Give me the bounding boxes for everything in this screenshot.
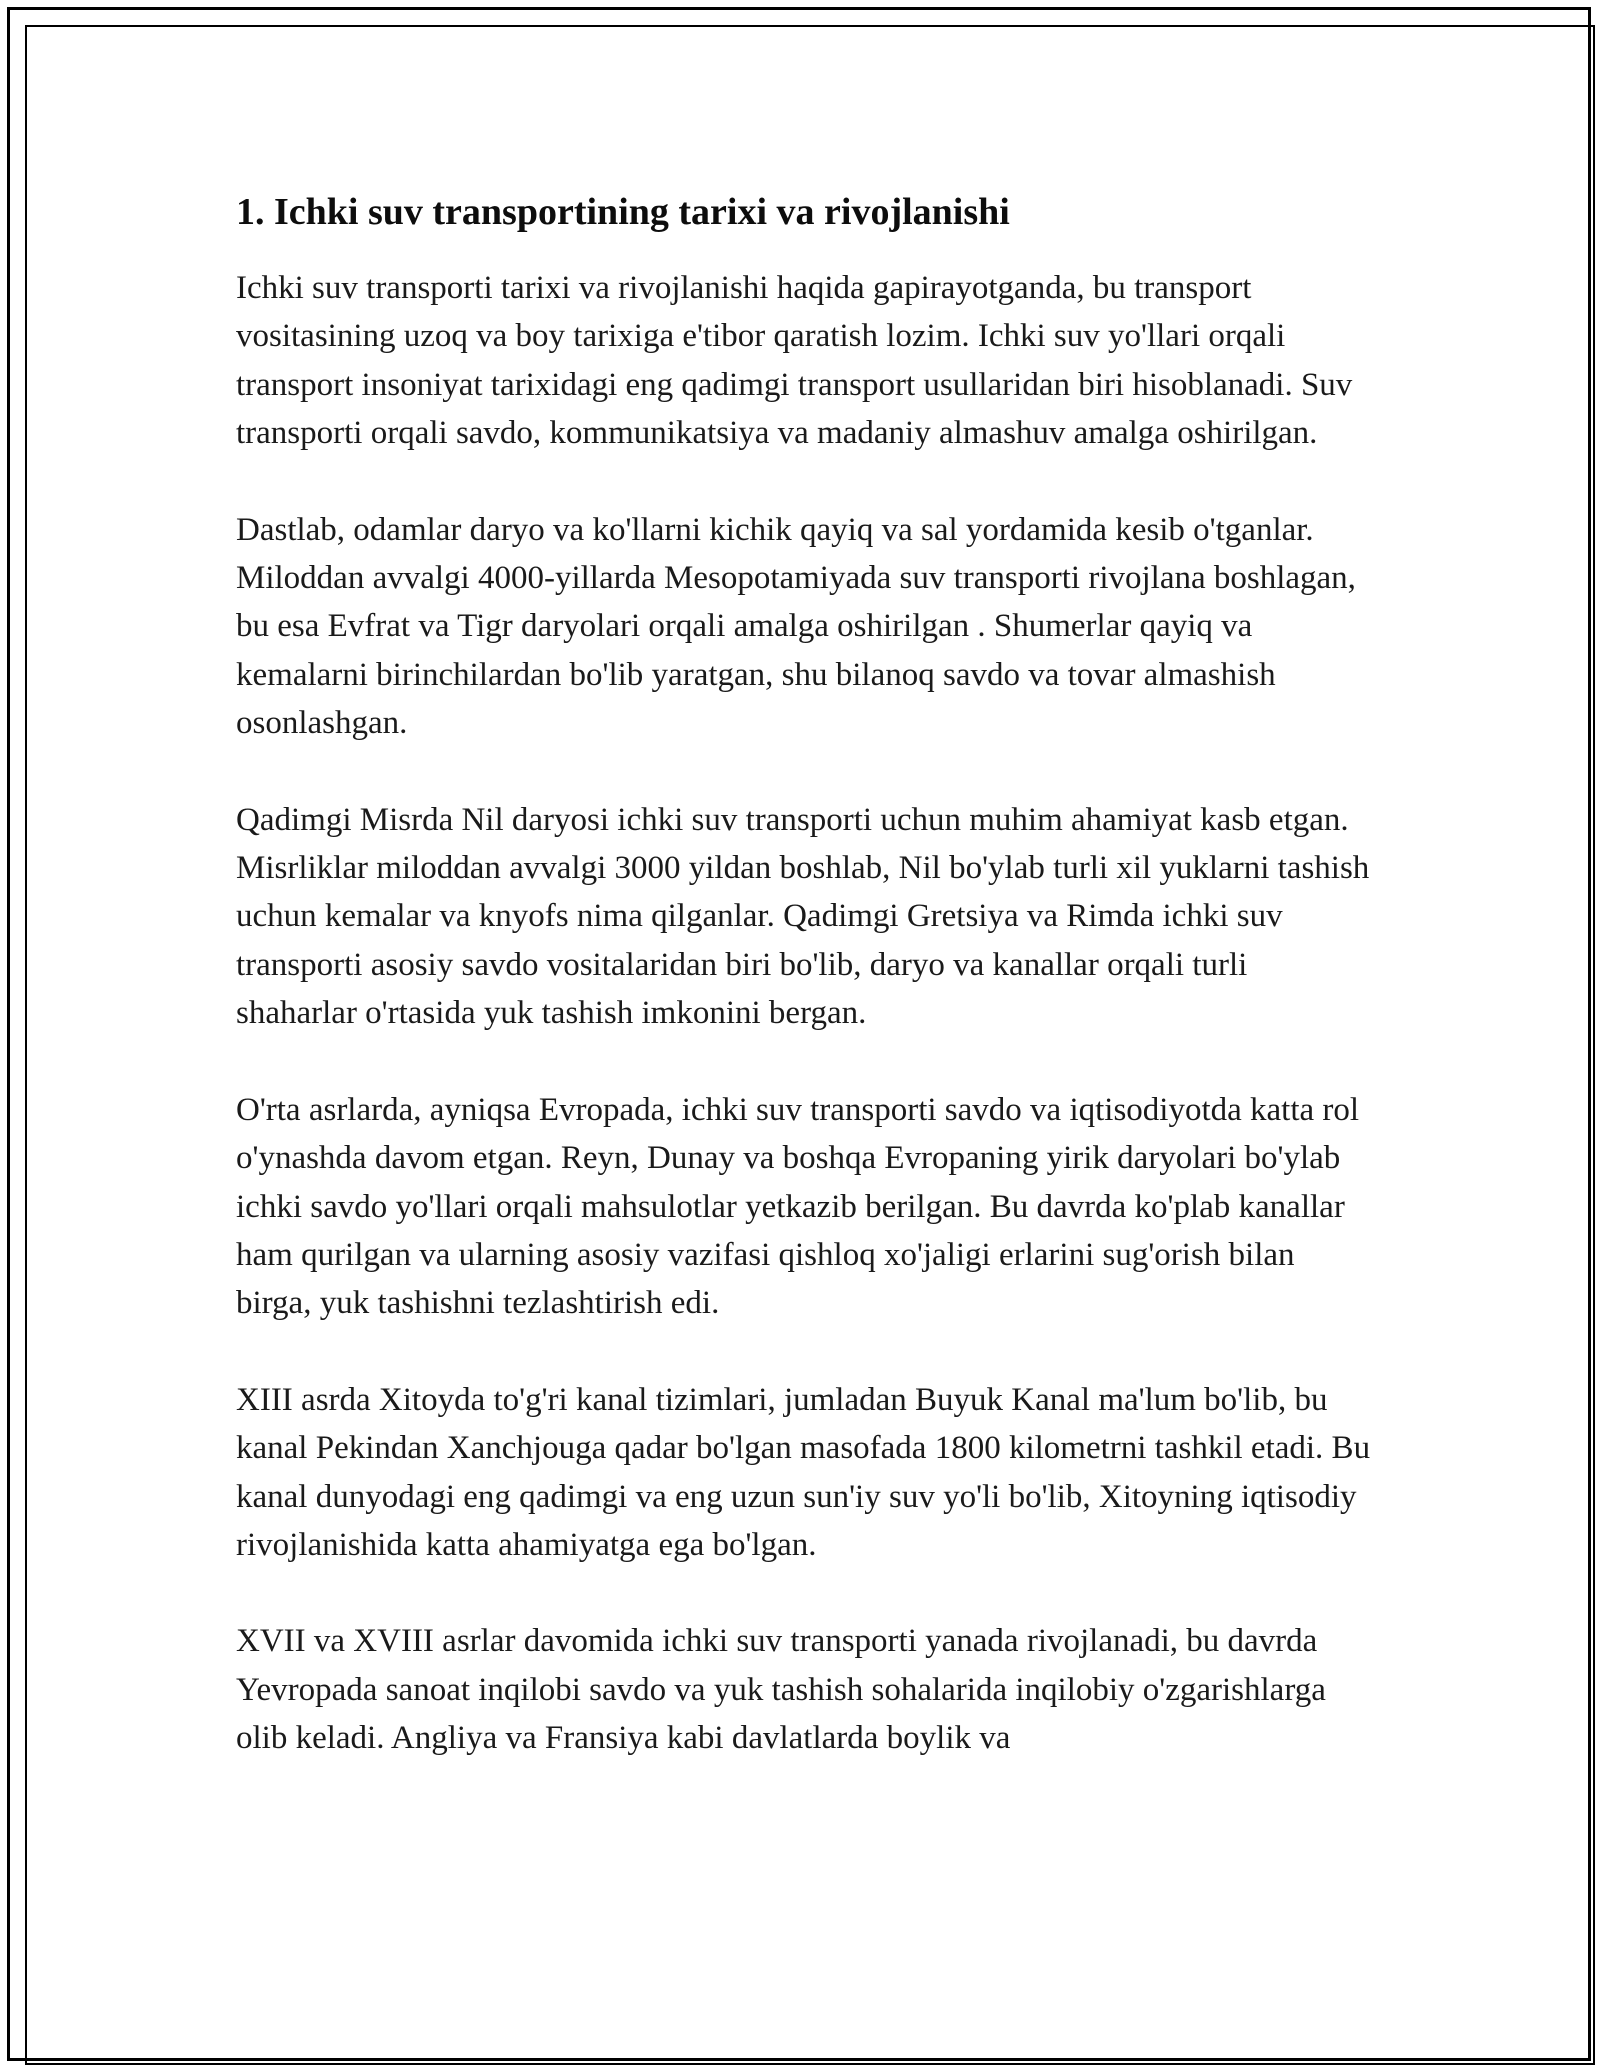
paragraph-3: Qadimgi Misrda Nil daryosi ichki suv transporti uchun muhim ahamiyat kasb etgan. Misrliklar miloddan avvalgi 3000 yildan boshlab, Nil bo'ylab turli xil yuklarni tashish uchun kemalar va knyofs nima qilganlar. Qadimgi Gretsiya va Rimda ichki suv transporti asosiy savdo vositalaridan biri bo'lib, daryo va kanallar orqali turli shaharlar o'rtasida yuk tashish imkonini bergan. xyxy=(236,801,1370,1032)
document-body xyxy=(236,188,1376,1811)
section-heading: 1. Ichki suv transportining tarixi va rivojlanishi xyxy=(236,191,1010,233)
paragraph-4: O'rta asrlarda, ayniqsa Evropada, ichki suv transporti savdo va iqtisodiyotda katta rol o'ynashda davom etgan. Reyn, Dunay va boshqa Evropaning yirik daryolari bo'ylab ichki savdo yo'llari orqali mahsulotlar yetkazib berilgan. Bu davrda ko'plab kanallar ham qurilgan va ularning asosiy vazifasi qishloq xo'jaligi erlarini sug'orish bilan birga, yuk tashishni tezlashtirish edi. xyxy=(236,1091,1360,1322)
paragraph-5: XIII asrda Xitoyda to'g'ri kanal tizimlari, jumladan Buyuk Kanal ma'lum bo'lib, bu kanal Pekindan Xanchjouga qadar bo'lgan masofada 1800 kilometrni tashkil etadi. Bu kanal dunyodagi eng qadimgi va eng uzun sun'iy suv yo'li bo'lib, Xitoyning iqtisodiy rivojlanishida katta ahamiyatga ega bo'lgan. xyxy=(236,1381,1371,1563)
paragraph-6: XVII va XVIII asrlar davomida ichki suv transporti yanada rivojlanadi, bu davrda Yevropada sanoat inqilobi savdo va yuk tashish sohalarida inqilobiy o'zgarishlarga olib keladi. Angliya va Fransiya kabi davlatlarda boylik va xyxy=(236,1623,1326,1757)
paragraph-1: Ichki suv transporti tarixi va rivojlanishi haqida gapirayotganda, bu transport vositasining uzoq va boy tarixiga e'tibor qaratish lozim. Ichki suv yo'llari orqali transport insoniyat tarixidagi eng qadimgi transport usullaridan biri hisoblanadi. Suv transporti orqali savdo, kommunikatsiya va madaniy almashuv amalga oshirilgan. xyxy=(236,270,1353,452)
paragraph-2: Dastlab, odamlar daryo va ko'llarni kichik qayiq va sal yordamida kesib o'tganlar. Miloddan avvalgi 4000-yillarda Mesopotamiyada suv transporti rivojlana boshlagan, bu esa Evfrat va Tigr daryolari orqali amalga oshirilgan . Shumerlar qayiq va kemalarni birinchilardan bo'lib yaratgan, shu bilanoq savdo va tovar almashish osonlashgan. xyxy=(236,511,1356,742)
